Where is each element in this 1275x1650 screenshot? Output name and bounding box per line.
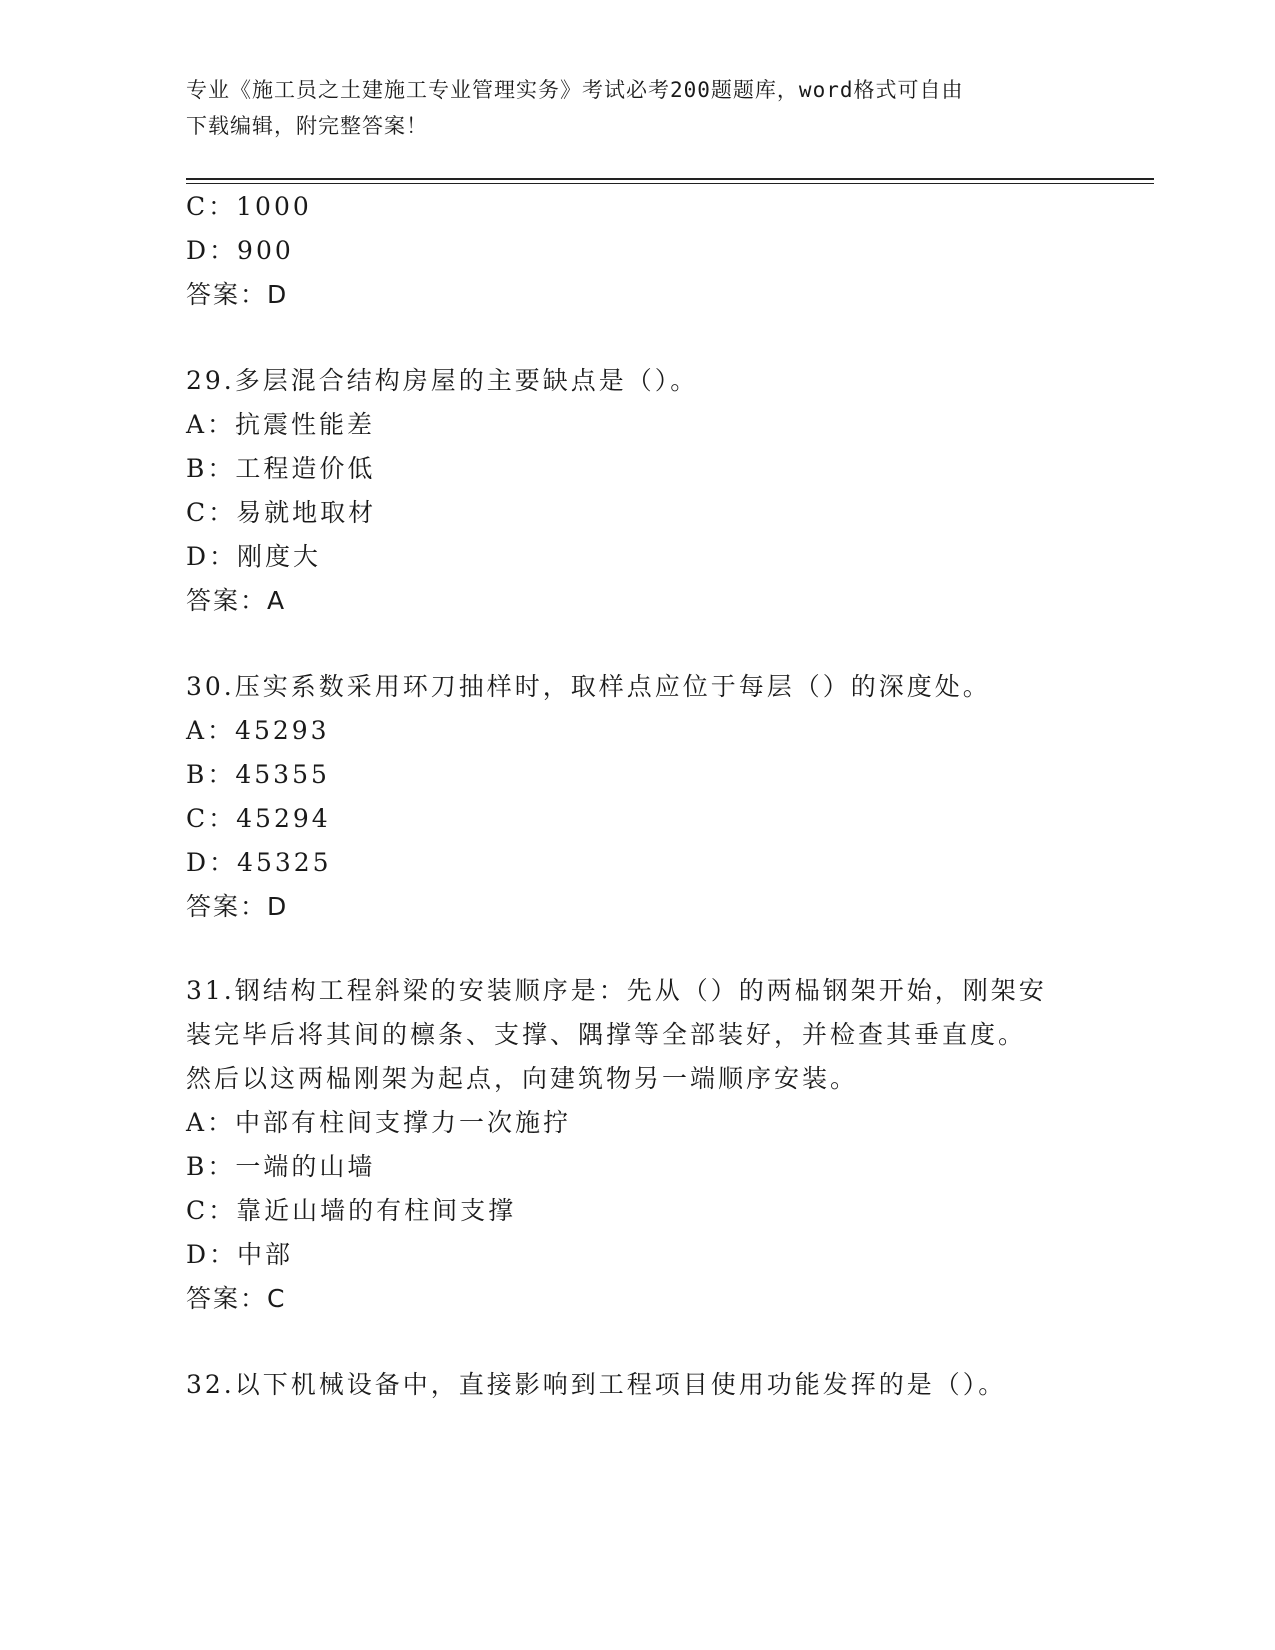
question-30-answer: 答案：D — [186, 892, 289, 921]
question-29-option-b: B：工程造价低 — [186, 454, 376, 483]
answer-line: 答案：D — [186, 280, 289, 309]
question-30-option-a: A：45293 — [186, 716, 330, 745]
header-divider-thick — [186, 178, 1154, 180]
header-line-1: 专业《施工员之土建施工专业管理实务》考试必考200题题库，word格式可自由 — [186, 78, 964, 102]
option-c: C：1000 — [186, 192, 312, 221]
question-30-option-c: C：45294 — [186, 804, 331, 833]
question-31-option-c: C：靠近山墙的有柱间支撑 — [186, 1196, 517, 1225]
question-29-option-c: C：易就地取材 — [186, 498, 377, 527]
header-line-2: 下载编辑，附完整答案！ — [186, 114, 428, 138]
question-32-stem: 32.以下机械设备中，直接影响到工程项目使用功能发挥的是（）。 — [186, 1370, 1007, 1399]
question-29-option-a: A：抗震性能差 — [186, 410, 376, 439]
question-31-option-a: A：中部有柱间支撑力一次施拧 — [186, 1108, 572, 1137]
header-divider-thin — [186, 183, 1154, 184]
question-31-stem-line-1: 31.钢结构工程斜梁的安装顺序是：先从（）的两榀钢架开始，刚架安 — [186, 976, 1047, 1005]
question-31-answer: 答案：C — [186, 1284, 287, 1313]
document-header — [186, 72, 1086, 144]
question-31-stem-line-2: 装完毕后将其间的檩条、支撑、隅撑等全部装好，并检查其垂直度。 — [186, 1020, 1027, 1049]
question-30-option-b: B：45355 — [186, 760, 330, 789]
question-30-option-d: D：45325 — [186, 848, 332, 877]
option-d: D：900 — [186, 236, 294, 265]
question-29-answer: 答案：A — [186, 586, 287, 615]
question-29-stem: 29.多层混合结构房屋的主要缺点是（）。 — [186, 366, 699, 395]
question-31-option-b: B：一端的山墙 — [186, 1152, 376, 1181]
question-30-stem: 30.压实系数采用环刀抽样时，取样点应位于每层（）的深度处。 — [186, 672, 991, 701]
question-29-option-d: D：刚度大 — [186, 542, 322, 571]
question-31-option-d: D：中部 — [186, 1240, 294, 1269]
question-31-stem-line-3: 然后以这两榀刚架为起点，向建筑物另一端顺序安装。 — [186, 1064, 859, 1093]
